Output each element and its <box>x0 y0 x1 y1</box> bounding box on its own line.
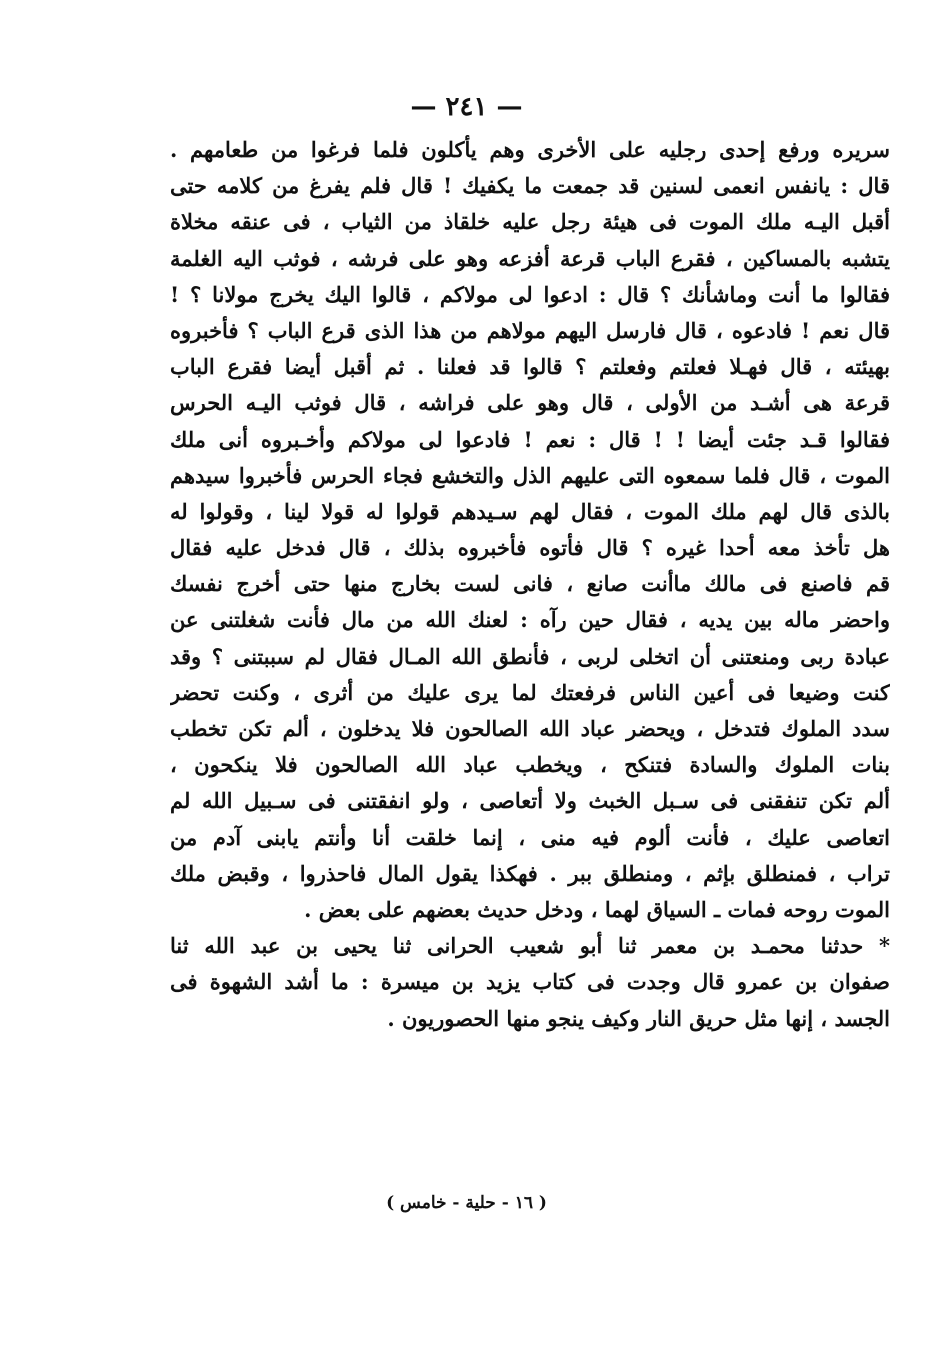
text-line: قم فاصنع فى مالك ماأنت صانع ، فانى لست بخارج منها حتى أخرج نفسك <box>170 571 890 597</box>
text-line: الموت روحه فمات ـ السياق لهما ، ودخل حديث بعضهم على بعض . <box>304 896 890 922</box>
text-line: أقبل اليـه ملك الموت فى هيئة رجل عليه خلقاذ من الثياب ، فى عنقه مخلاة <box>170 209 890 235</box>
text-line: واحضر ماله بين يديه ، فقال حين رآه : لعنك الله من مال فأنت شغلتنى عن <box>170 607 890 633</box>
text-line: الموت ، قال فلما سمعوه التى عليهم الذل والتخشع فجاء الحرس فأخبروا سيدهم <box>170 462 890 488</box>
text-line: عبادة ربى ومنعتنى أن اتخلى لربى ، فأنطق الله المـال فقال لم سببتنى ؟ وقد <box>170 643 890 669</box>
text-line: قال : يانفس انعمى لسنين قد جمعت ما يكفيك ! قال فلم يفرغ من كلامه حتى <box>170 173 890 199</box>
text-line: ألم تكن تنفقنى فى سـبل الخبث ولا أتعاصى ، ولو انفقتنى فى سـبيل الله لم <box>170 788 890 814</box>
text-line: * حدثنا محمـد بن معمر ثنا أبو شعيب الحرانى ثنا يحيى بن عبد الله ثنا <box>170 933 890 959</box>
text-line: سدد الملوك فتدخل ، ويحضر عباد الله الصالحون فلا يدخلون ، ألم تكن تخطب <box>170 716 890 741</box>
text-line: قرعة هى أشـد من الأولى ، قال وهو على فراشه ، قال فوثب اليـه الحرس <box>170 390 890 416</box>
text-line: سريره ورفع إحدى رجليه على الأخرى وهم يأكلون فلما فرغوا من طعامهم . <box>170 137 890 162</box>
text-line: يتشبه بالمساكين ، فقرع الباب قرعة أفزعه وهو على فرشه ، فوثب اليه الغلمة <box>170 245 890 271</box>
text-line: صفوان بن عمرو قال وجدت فى كتاب يزيد بن ميسرة : ما أشد الشهوة فى <box>170 969 890 995</box>
text-line: بالذى قال لهم ملك الموت ، فقال لهم سـيدهم قولوا له قولا لينا ، وقولوا له <box>170 498 890 524</box>
page-footer-signature: ( ١٦ - حلية - خامس ) <box>386 1193 547 1213</box>
text-line: هل تأخذ معه أحدا غيره ؟ قال فأتوه فأخبروه بذلك ، قال فدخل عليه فقال <box>170 535 890 561</box>
text-line: اتعاصى عليك ، فأنت ألوم فيه منى ، إنما خلقت أنا وأنتم يابنى آدم من <box>170 824 890 850</box>
text-line: فقالوا ما أنت وماشأنك ؟ قال : ادعوا لى مولاكم ، قالوا اليك يخرج مولانا ؟ ! <box>170 281 890 307</box>
text-line: تراب ، فمنطلق بإثم ، ومنطلق ببر . فهكذا يقول المال فاحذروا ، وقبض ملك <box>170 860 890 886</box>
body-text <box>170 132 890 1037</box>
text-line: بهيئته ، قال فهـلا فعلتم وفعلتم ؟ قالوا قد فعلنا . ثم أقبل أيضا فقرع الباب <box>170 354 890 380</box>
text-line: فقالوا قـد جئت أيضا ! ! قال : نعم ! فادعوا لى مولاكم وأخـبروه أنى ملك <box>170 426 890 452</box>
page-number: — ٢٤١ — <box>410 92 523 122</box>
text-line: الجسد ، إنها مثل حريق النار وكيف ينجو منها الحصوريون . <box>387 1005 890 1031</box>
text-line: بنات الملوك والسادة فتنكح ، ويخطب عباد الله الصالحون فلا ينكحون ، <box>170 752 890 778</box>
text-line: كنت وضيعا فى أعين الناس فرفعتك لما يرى عليك من أثرى ، وكنت تحضر <box>170 679 890 705</box>
text-line: قال نعم ! فادعوه ، قال فارسل اليهم مولاهم من هذا الذى قرع الباب ؟ فأخبروه <box>170 317 890 343</box>
